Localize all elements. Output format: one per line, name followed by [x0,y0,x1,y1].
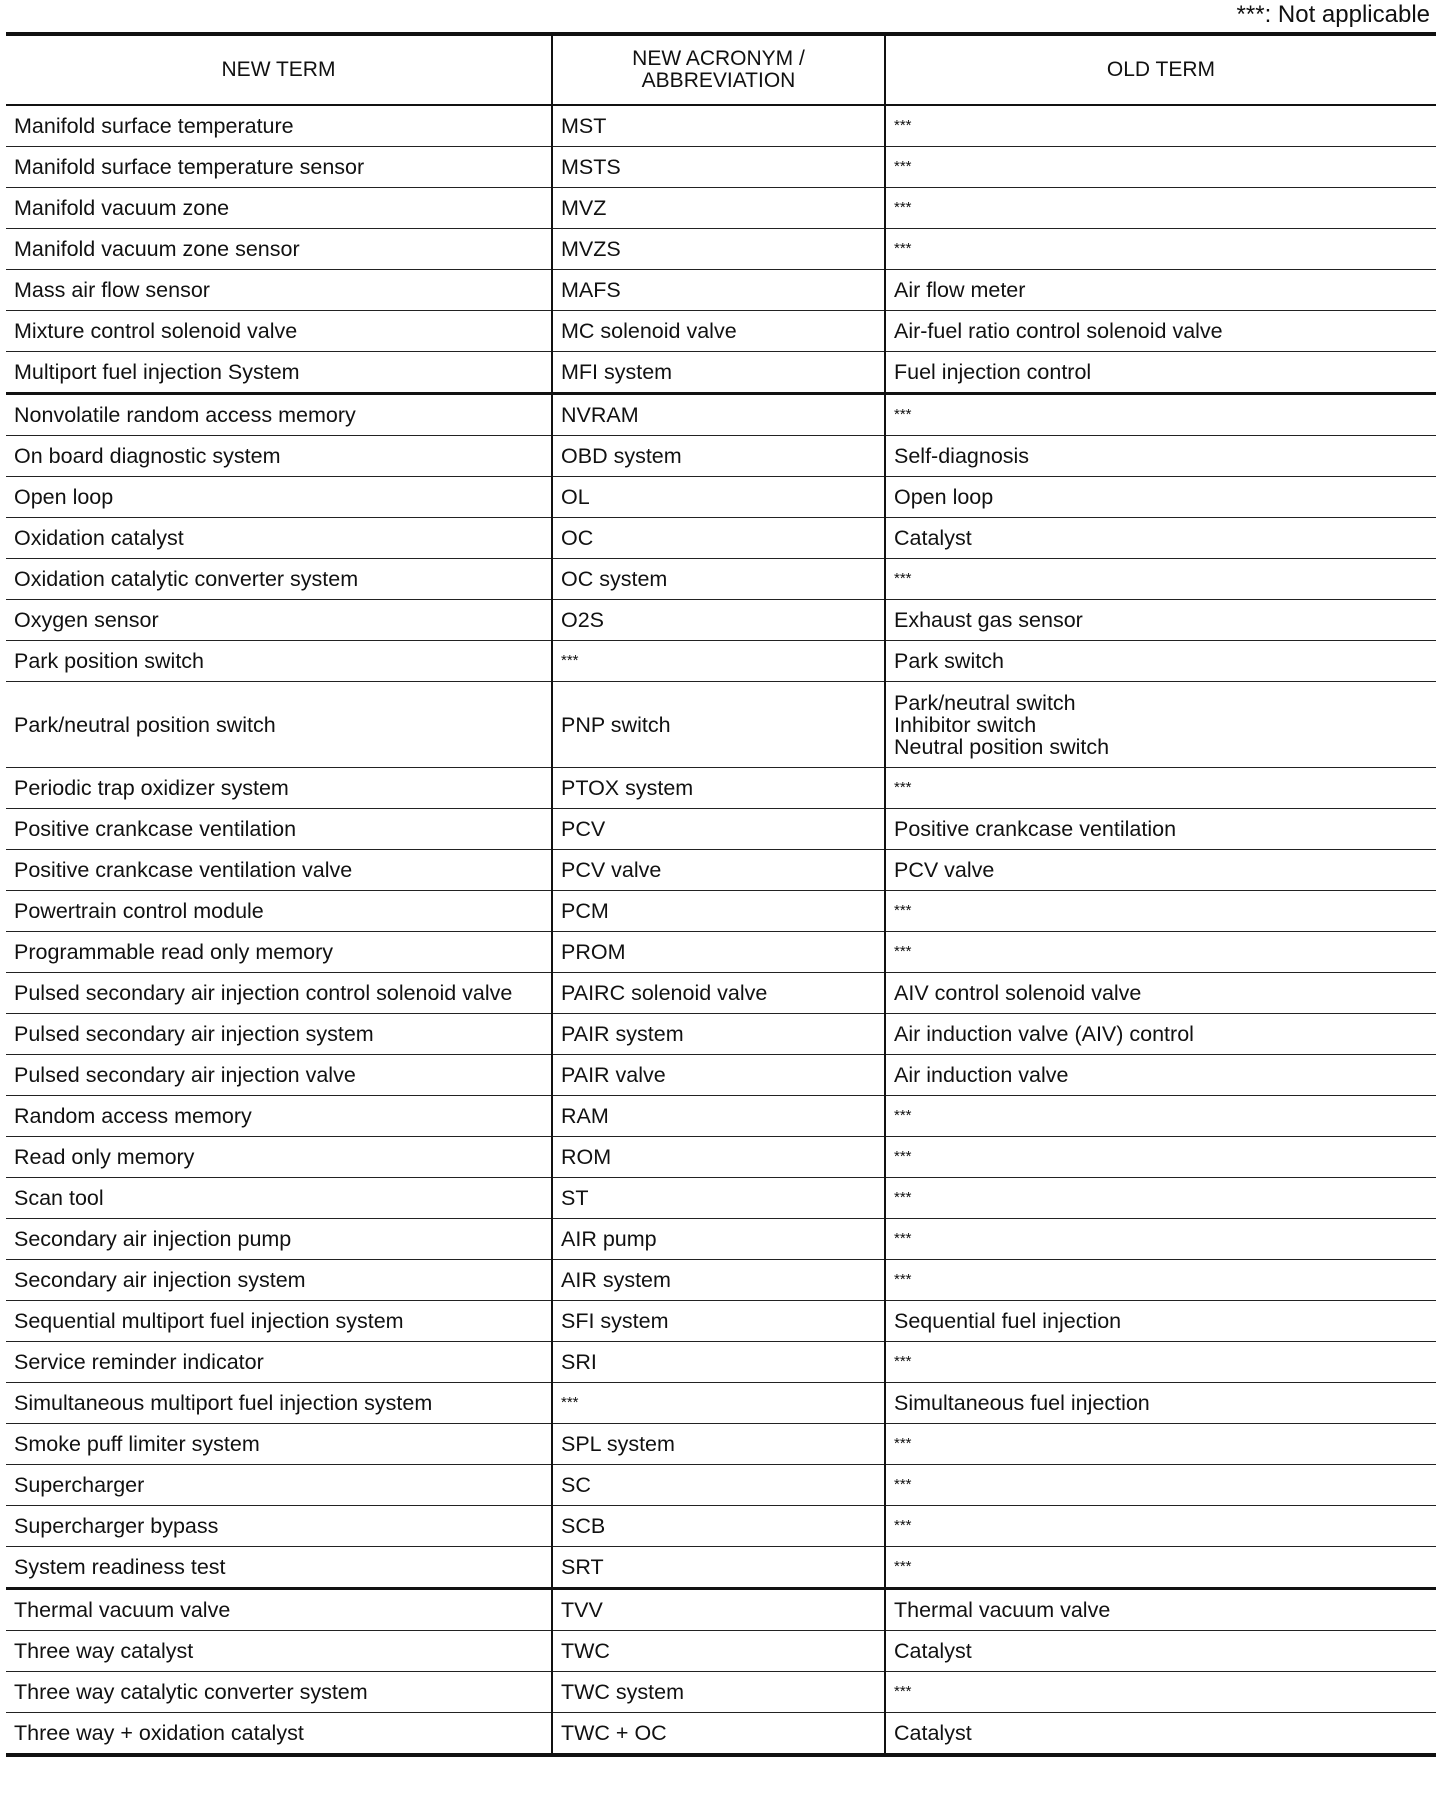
acronym-cell: PAIR system [552,1014,885,1055]
table-row [6,1014,1436,1055]
old-term-cell: Catalyst [885,1713,1436,1756]
new-term-cell: Nonvolatile random access memory [6,394,552,436]
acronym-cell: AIR system [552,1260,885,1301]
header-old-term: OLD TERM [885,34,1436,105]
table-row [6,518,1436,559]
acronym-cell: SRI [552,1342,885,1383]
table-row [6,809,1436,850]
table-row [6,1260,1436,1301]
new-term-cell: Oxygen sensor [6,600,552,641]
old-term-cell: Simultaneous fuel injection [885,1383,1436,1424]
new-term-cell: Pulsed secondary air injection valve [6,1055,552,1096]
acronym-cell: OC system [552,559,885,600]
table-row [6,1342,1436,1383]
new-term-cell: System readiness test [6,1547,552,1589]
acronym-cell: PAIRC solenoid valve [552,973,885,1014]
table-row [6,891,1436,932]
old-term-cell: Open loop [885,477,1436,518]
new-term-cell: Oxidation catalytic converter system [6,559,552,600]
new-term-cell: Park position switch [6,641,552,682]
acronym-cell: MVZS [552,229,885,270]
new-term-cell: Manifold vacuum zone sensor [6,229,552,270]
new-term-cell: Pulsed secondary air injection system [6,1014,552,1055]
table-row [6,1301,1436,1342]
new-term-cell: Secondary air injection system [6,1260,552,1301]
old-term-cell: Thermal vacuum valve [885,1589,1436,1631]
table-row [6,1713,1436,1756]
acronym-cell: O2S [552,600,885,641]
acronym-cell: SC [552,1465,885,1506]
table-row [6,1055,1436,1096]
old-term-cell: *** [885,188,1436,229]
old-term-cell: *** [885,1260,1436,1301]
table-row [6,311,1436,352]
old-term-cell: *** [885,1096,1436,1137]
table-row [6,641,1436,682]
table-body [6,105,1436,1755]
acronym-cell: NVRAM [552,394,885,436]
new-term-cell: Programmable read only memory [6,932,552,973]
acronym-cell: MC solenoid valve [552,311,885,352]
table-row [6,682,1436,768]
new-term-cell: Sequential multiport fuel injection system [6,1301,552,1342]
table-row [6,932,1436,973]
new-term-cell: Manifold surface temperature sensor [6,147,552,188]
old-term-cell: Air flow meter [885,270,1436,311]
old-term-cell: Sequential fuel injection [885,1301,1436,1342]
acronym-cell: OC [552,518,885,559]
table-row [6,436,1436,477]
acronym-cell: SPL system [552,1424,885,1465]
new-term-cell: Pulsed secondary air injection control solenoid valve [6,973,552,1014]
table-row [6,1547,1436,1589]
table-row [6,1672,1436,1713]
acronym-cell: SFI system [552,1301,885,1342]
new-term-cell: Simultaneous multiport fuel injection system [6,1383,552,1424]
header-acronym: NEW ACRONYM / ABBREVIATION [552,34,885,105]
new-term-cell: Smoke puff limiter system [6,1424,552,1465]
new-term-cell: Positive crankcase ventilation valve [6,850,552,891]
old-term-cell: *** [885,1219,1436,1260]
new-term-cell: Supercharger bypass [6,1506,552,1547]
acronym-cell: PCM [552,891,885,932]
table-row [6,1465,1436,1506]
new-term-cell: Secondary air injection pump [6,1219,552,1260]
table-row [6,768,1436,809]
table-row [6,188,1436,229]
new-term-cell: Thermal vacuum valve [6,1589,552,1631]
new-term-cell: Periodic trap oxidizer system [6,768,552,809]
acronym-cell: AIR pump [552,1219,885,1260]
new-term-cell: On board diagnostic system [6,436,552,477]
acronym-cell: TVV [552,1589,885,1631]
new-term-cell: Three way catalyst [6,1631,552,1672]
new-term-cell: Multiport fuel injection System [6,352,552,394]
old-term-cell: *** [885,1137,1436,1178]
old-term-cell: Catalyst [885,1631,1436,1672]
old-term-cell: Positive crankcase ventilation [885,809,1436,850]
new-term-cell: Manifold vacuum zone [6,188,552,229]
header-row [6,34,1436,105]
table-row [6,1424,1436,1465]
table-row [6,973,1436,1014]
table-row [6,1178,1436,1219]
new-term-cell: Read only memory [6,1137,552,1178]
old-term-cell: Air-fuel ratio control solenoid valve [885,311,1436,352]
new-term-cell: Park/neutral position switch [6,682,552,768]
old-term-cell: Catalyst [885,518,1436,559]
table-row [6,229,1436,270]
acronym-cell: SRT [552,1547,885,1589]
table-row [6,1137,1436,1178]
old-term-cell: *** [885,147,1436,188]
new-term-cell: Mixture control solenoid valve [6,311,552,352]
acronym-cell: RAM [552,1096,885,1137]
acronym-cell: ST [552,1178,885,1219]
old-term-cell: *** [885,1465,1436,1506]
old-term-cell: Exhaust gas sensor [885,600,1436,641]
table-row [6,850,1436,891]
acronym-cell: MVZ [552,188,885,229]
old-term-cell: *** [885,768,1436,809]
acronym-cell: ROM [552,1137,885,1178]
acronym-cell: TWC system [552,1672,885,1713]
old-term-cell: Air induction valve [885,1055,1436,1096]
acronym-cell: MFI system [552,352,885,394]
old-term-cell: *** [885,559,1436,600]
acronym-cell: PAIR valve [552,1055,885,1096]
acronym-cell: TWC [552,1631,885,1672]
acronym-cell: MST [552,105,885,147]
new-term-cell: Three way catalytic converter system [6,1672,552,1713]
table-row [6,600,1436,641]
new-term-cell: Open loop [6,477,552,518]
new-term-cell: Service reminder indicator [6,1342,552,1383]
table-row [6,559,1436,600]
table-row [6,352,1436,394]
new-term-cell: Positive crankcase ventilation [6,809,552,850]
table-row [6,1383,1436,1424]
old-term-cell: *** [885,1342,1436,1383]
old-term-cell: *** [885,229,1436,270]
table-row [6,1219,1436,1260]
acronym-cell: PNP switch [552,682,885,768]
old-term-cell: *** [885,891,1436,932]
old-term-cell: *** [885,932,1436,973]
old-term-cell: *** [885,1672,1436,1713]
old-term-cell: Park/neutral switch Inhibitor switch Neutral position switch [885,682,1436,768]
old-term-cell: *** [885,394,1436,436]
terminology-table [6,32,1436,1757]
table-row [6,270,1436,311]
old-term-cell: *** [885,1506,1436,1547]
acronym-cell: PCV valve [552,850,885,891]
table-row [6,105,1436,147]
acronym-cell: *** [552,641,885,682]
table-row [6,1096,1436,1137]
acronym-cell: PROM [552,932,885,973]
table-row [6,394,1436,436]
acronym-cell: PCV [552,809,885,850]
acronym-cell: OBD system [552,436,885,477]
old-term-cell: *** [885,1547,1436,1589]
old-term-cell: Self-diagnosis [885,436,1436,477]
new-term-cell: Mass air flow sensor [6,270,552,311]
table-row [6,1631,1436,1672]
acronym-cell: MAFS [552,270,885,311]
new-term-cell: Scan tool [6,1178,552,1219]
acronym-cell: OL [552,477,885,518]
acronym-cell: *** [552,1383,885,1424]
old-term-cell: AIV control solenoid valve [885,973,1436,1014]
acronym-cell: TWC + OC [552,1713,885,1756]
new-term-cell: Supercharger [6,1465,552,1506]
acronym-cell: SCB [552,1506,885,1547]
table-row [6,147,1436,188]
old-term-cell: *** [885,1424,1436,1465]
old-term-cell: Park switch [885,641,1436,682]
new-term-cell: Random access memory [6,1096,552,1137]
old-term-cell: Air induction valve (AIV) control [885,1014,1436,1055]
header-new-term: NEW TERM [6,34,552,105]
table-row [6,477,1436,518]
acronym-cell: PTOX system [552,768,885,809]
table-row [6,1506,1436,1547]
new-term-cell: Oxidation catalyst [6,518,552,559]
acronym-cell: MSTS [552,147,885,188]
old-term-cell: Fuel injection control [885,352,1436,394]
new-term-cell: Powertrain control module [6,891,552,932]
old-term-cell: PCV valve [885,850,1436,891]
new-term-cell: Three way + oxidation catalyst [6,1713,552,1756]
not-applicable-note: ***: Not applicable [1236,1,1430,28]
table-row [6,1589,1436,1631]
new-term-cell: Manifold surface temperature [6,105,552,147]
old-term-cell: *** [885,105,1436,147]
old-term-cell: *** [885,1178,1436,1219]
